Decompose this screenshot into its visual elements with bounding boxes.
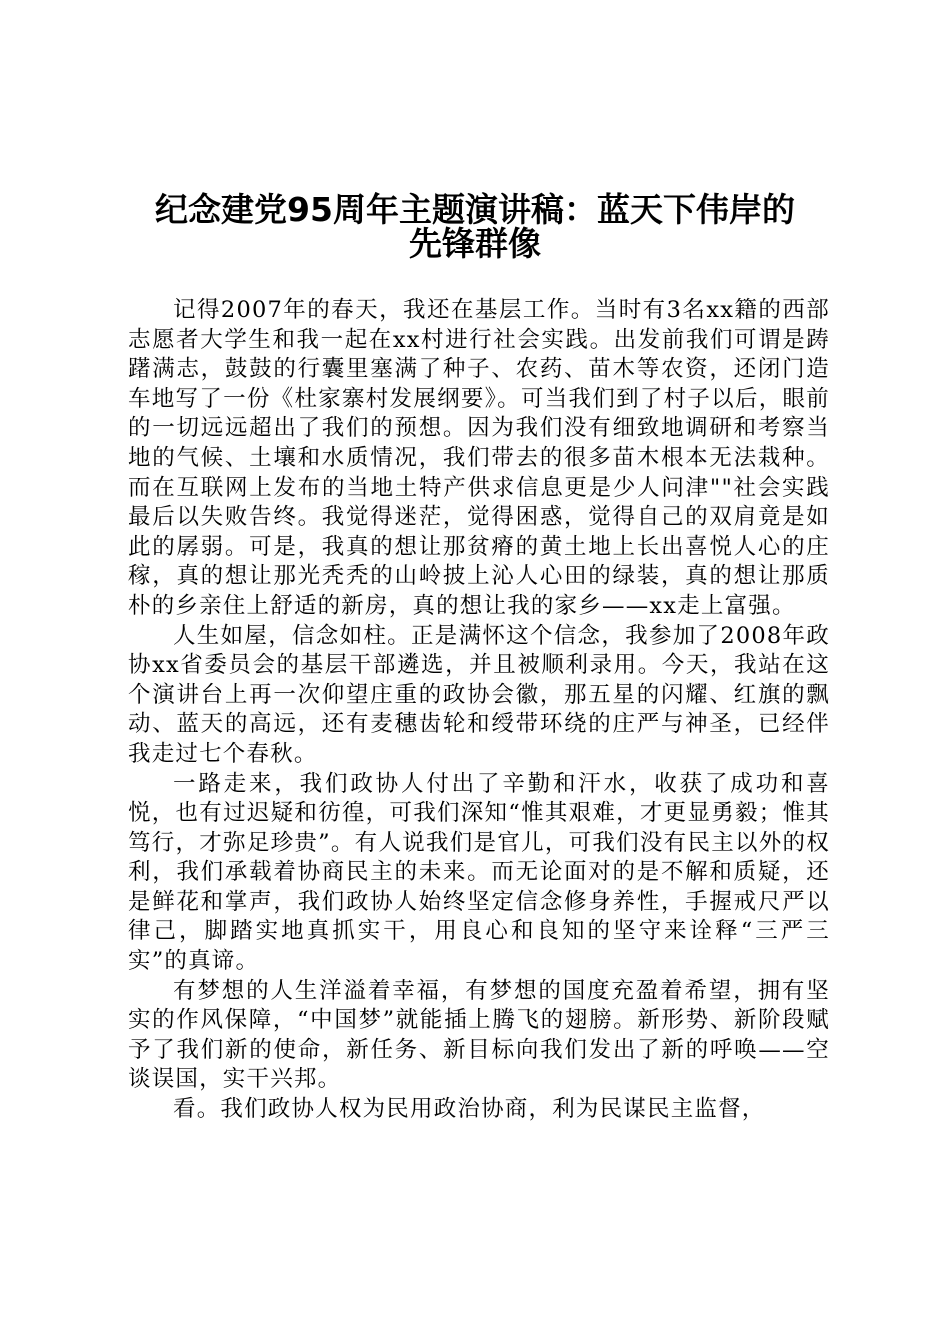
paragraph: 一路走来，我们政协人付出了辛勤和汗水，收获了成功和喜悦，也有过迟疑和彷徨，可我们深知“惟其艰难，才更显勇毅；惟其笃行，才弥足珍贵”。有人说我们是官儿，可我们没有民主以外的权利，我们承载着协商民主的未来。而无论面对的是不解和质疑，还是鲜花和掌声，我们政协人始终坚定信念修身养性，手握戒尺严以律己，脚踏实地真抓实干，用良心和良知的坚守来诠释“三严三实”的真谛。 [128,770,830,975]
document-body [128,296,830,1125]
paragraph: 人生如屋，信念如柱。正是满怀这个信念，我参加了2008年政协xx省委员会的基层干部遴选，并且被顺利录用。今天，我站在这个演讲台上再一次仰望庄重的政协会徽，那五星的闪耀、红旗的飘动、蓝天的高远，还有麦穗齿轮和绶带环绕的庄严与神圣，已经伴我走过七个春秋。 [128,622,830,767]
paragraph: 有梦想的人生洋溢着幸福，有梦想的国度充盈着希望，拥有坚实的作风保障，“中国梦”就能插上腾飞的翅膀。新形势、新阶段赋予了我们新的使命，新任务、新目标向我们发出了新的呼唤——空谈误国，实干兴邦。 [128,977,830,1093]
paragraph: 记得2007年的春天，我还在基层工作。当时有3名xx籍的西部志愿者大学生和我一起在xx村进行社会实践。出发前我们可谓是踌躇满志，鼓鼓的行囊里塞满了种子、农药、苗木等农资，还闭门造车地写了一份《杜家寨村发展纲要》。可当我们到了村子以后，眼前的一切远远超出了我们的预想。因为我们没有细致地调研和考察当地的气候、土壤和水质情况，我们带去的很多苗木根本无法栽种。而在互联网上发布的当地土特产供求信息更是少人问津""社会实践最后以失败告终。我觉得迷茫，觉得困惑，觉得自己的双肩竟是如此的孱弱。可是，我真的想让那贫瘠的黄土地上长出喜悦人心的庄稼，真的想让那光秃秃的山岭披上沁人心田的绿装，真的想让那质朴的乡亲住上舒适的新房，真的想让我的家乡——xx走上富强。 [128,297,830,619]
document-title-line2: 先锋群像 [409,224,541,263]
paragraph: 看。我们政协人权为民用政治协商，利为民谋民主监督， [173,1096,766,1123]
document-title-line1: 纪念建党95周年主题演讲稿：蓝天下伟岸的 [155,190,795,229]
